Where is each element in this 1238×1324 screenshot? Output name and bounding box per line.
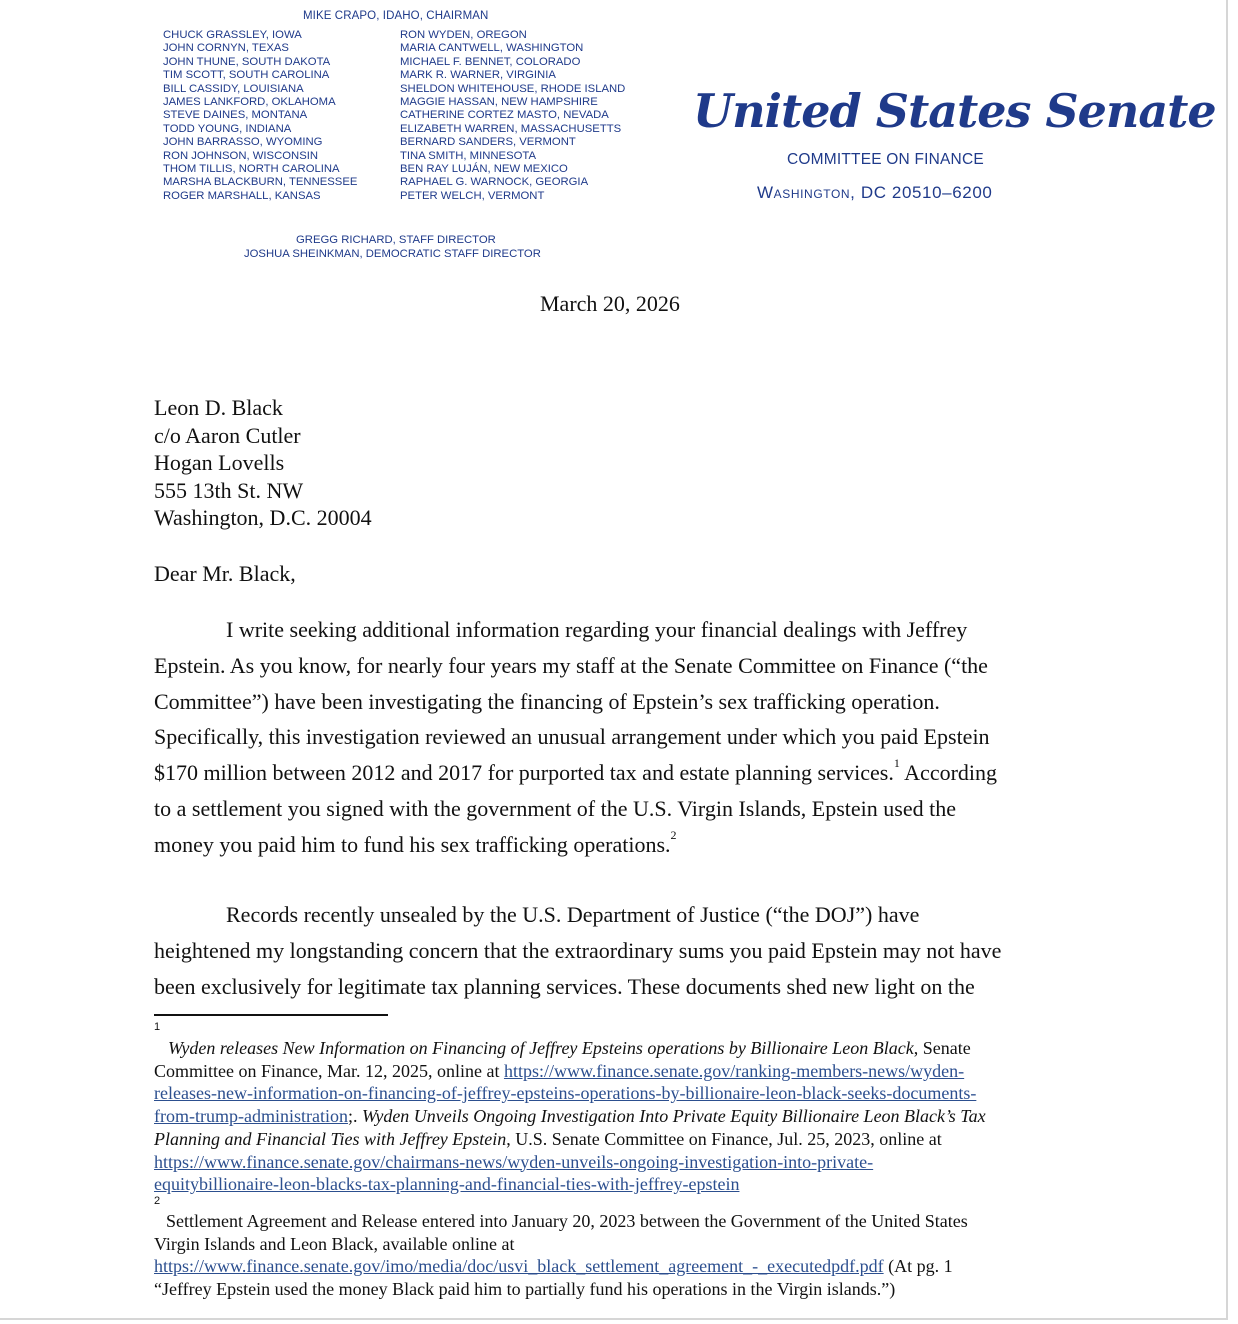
footnote-line: “Jeffrey Epstein used the money Black paid him to partially fund his operations in the Virgin islands.”) <box>154 1279 896 1300</box>
footnote-title: Planning and Financial Ties with Jeffrey Epstein <box>154 1128 507 1149</box>
footnote-line: Settlement Agreement and Release entered into January 20, 2023 between the Government of the United States <box>166 1211 968 1231</box>
paragraph-line: been exclusively for legitimate tax planning services. These documents shed new light on the <box>154 973 975 999</box>
member-name: JOHN BARRASSO, WYOMING <box>163 136 323 149</box>
footnote-1 <box>154 1037 1094 1196</box>
footnote-link[interactable]: https://www.finance.senate.gov/imo/media/doc/usvi_black_settlement_agreement_-_executedpdf.pdf <box>154 1256 884 1277</box>
footnote-line <box>154 1128 1094 1151</box>
footnote-reference-2[interactable]: 2 <box>670 827 677 842</box>
footnote-2 <box>154 1210 1094 1301</box>
paragraph-text: According <box>904 760 998 786</box>
footnote-divider <box>154 1014 388 1016</box>
member-name: TINA SMITH, MINNESOTA <box>400 149 536 162</box>
footnote-reference-1[interactable]: 1 <box>893 756 900 771</box>
footnote-line <box>154 1151 1094 1174</box>
footnote-title: Wyden releases New Information on Financing of Jeffrey Epsteins operations by Billionaire Leon Black <box>168 1038 914 1058</box>
recipient-address-block <box>154 394 372 532</box>
footnote-link[interactable]: releases-new-information-on-financing-of-jeffrey-epsteins-operations-by-billionaire-leon-black-seeks-documents- <box>154 1083 977 1104</box>
footnote-text: , U.S. Senate Committee on Finance, Jul. 25, 2023, online at <box>506 1128 942 1149</box>
member-name: ELIZABETH WARREN, MASSACHUSETTS <box>400 122 622 135</box>
footnote-text: (At pg. 1 <box>883 1256 953 1277</box>
footnote-number-2: 2 <box>154 1195 161 1207</box>
recipient-line: Hogan Lovells <box>154 450 285 476</box>
footnote-line <box>154 1060 1094 1083</box>
footnote-line <box>154 1255 1094 1278</box>
footnote-text: Committee on Finance, Mar. 12, 2025, online at <box>154 1060 504 1081</box>
letter-date: March 20, 2026 <box>540 291 680 316</box>
member-name: ROGER MARSHALL, KANSAS <box>163 189 321 202</box>
footnote-line <box>154 1173 1094 1196</box>
footnote-text: ;. <box>347 1106 362 1127</box>
member-name: JAMES LANKFORD, OKLAHOMA <box>163 96 336 109</box>
democratic-staff-director: JOSHUA SHEINKMAN, DEMOCRATIC STAFF DIRECTOR <box>244 248 541 260</box>
paragraph-text: money you paid him to fund his sex trafficking operations. <box>154 831 671 857</box>
paragraph-line <box>154 827 1084 863</box>
paragraph-line: Specifically, this investigation reviewed an unusual arrangement under which you paid Epstein <box>154 724 990 750</box>
footnote-line <box>154 1105 1094 1128</box>
member-name: CATHERINE CORTEZ MASTO, NEVADA <box>400 109 609 122</box>
member-name: MARIA CANTWELL, WASHINGTON <box>400 42 584 55</box>
member-name: STEVE DAINES, MONTANA <box>163 109 308 122</box>
footnote-link[interactable]: from-trump-administration <box>154 1106 348 1127</box>
member-name: SHELDON WHITEHOUSE, RHODE ISLAND <box>400 82 626 95</box>
member-name: THOM TILLIS, NORTH CAROLINA <box>163 163 340 176</box>
senate-title: United States Senate <box>693 84 1216 138</box>
paragraph-line: heightened my longstanding concern that the extraordinary sums you paid Epstein may not have <box>154 937 1002 963</box>
member-name: RON WYDEN, OREGON <box>400 29 527 41</box>
committee-address: Washington, DC 20510–6200 <box>757 183 993 202</box>
member-name: TIM SCOTT, SOUTH CAROLINA <box>163 69 330 82</box>
member-name: BERNARD SANDERS, VERMONT <box>400 136 576 149</box>
paragraph-line: Epstein. As you know, for nearly four years my staff at the Senate Committee on Finance (“the <box>154 652 988 678</box>
paragraph-line <box>154 755 1084 791</box>
salutation: Dear Mr. Black, <box>154 561 296 586</box>
chairman-line: MIKE CRAPO, IDAHO, CHAIRMAN <box>303 10 489 22</box>
recipient-line: Leon D. Black <box>154 395 283 420</box>
member-name: MARK R. WARNER, VIRGINIA <box>400 69 556 82</box>
footnote-line <box>154 1037 1094 1060</box>
member-name: MAGGIE HASSAN, NEW HAMPSHIRE <box>400 96 598 109</box>
committee-name: COMMITTEE ON FINANCE <box>787 151 984 168</box>
member-name: JOHN THUNE, SOUTH DAKOTA <box>163 55 331 68</box>
majority-members-list <box>163 29 357 203</box>
member-name: RON JOHNSON, WISCONSIN <box>163 149 319 162</box>
paragraph-text: $170 million between 2012 and 2017 for purported tax and estate planning services. <box>154 760 894 786</box>
recipient-line: 555 13th St. NW <box>154 477 304 503</box>
member-name: MICHAEL F. BENNET, COLORADO <box>400 55 581 68</box>
staff-director: GREGG RICHARD, STAFF DIRECTOR <box>296 234 496 246</box>
body-paragraph-2 <box>154 897 1084 1004</box>
footnote-link[interactable]: https://www.finance.senate.gov/chairmans-news/wyden-unveils-ongoing-investigation-into-private- <box>154 1151 874 1172</box>
member-name: JOHN CORNYN, TEXAS <box>163 42 289 55</box>
paragraph-line: Committee”) have been investigating the financing of Epstein’s sex trafficking operation. <box>154 688 940 714</box>
member-name: RAPHAEL G. WARNOCK, GEORGIA <box>400 176 589 189</box>
member-name: PETER WELCH, VERMONT <box>400 189 545 202</box>
footnote-text: , Senate <box>913 1038 971 1058</box>
member-name: MARSHA BLACKBURN, TENNESSEE <box>163 176 358 189</box>
footnote-link[interactable]: equitybillionaire-leon-blacks-tax-planning-and-financial-ties-with-jeffrey-epstein <box>154 1174 740 1195</box>
paragraph-line: Records recently unsealed by the U.S. Department of Justice (“the DOJ”) have <box>226 902 920 927</box>
footnote-title: Wyden Unveils Ongoing Investigation Into Private Equity Billionaire Leon Black’s Tax <box>361 1106 986 1127</box>
recipient-line: Washington, D.C. 20004 <box>154 505 372 531</box>
paragraph-line: to a settlement you signed with the government of the U.S. Virgin Islands, Epstein used the <box>154 795 956 821</box>
footnote-line <box>154 1082 1094 1105</box>
footnote-line: Virgin Islands and Leon Black, available online at <box>154 1233 515 1254</box>
paragraph-line: I write seeking additional information regarding your financial dealings with Jeffrey <box>226 617 968 642</box>
body-paragraph-1 <box>154 612 1084 863</box>
recipient-line: c/o Aaron Cutler <box>154 422 301 448</box>
member-name: TODD YOUNG, INDIANA <box>163 122 292 135</box>
member-name: BEN RAY LUJÁN, NEW MEXICO <box>400 163 568 176</box>
member-name: CHUCK GRASSLEY, IOWA <box>163 29 302 41</box>
member-name: BILL CASSIDY, LOUISIANA <box>163 82 304 95</box>
minority-members-list <box>400 29 625 203</box>
footnote-number-1: 1 <box>154 1021 161 1033</box>
footnote-link[interactable]: https://www.finance.senate.gov/ranking-members-news/wyden- <box>503 1060 965 1081</box>
